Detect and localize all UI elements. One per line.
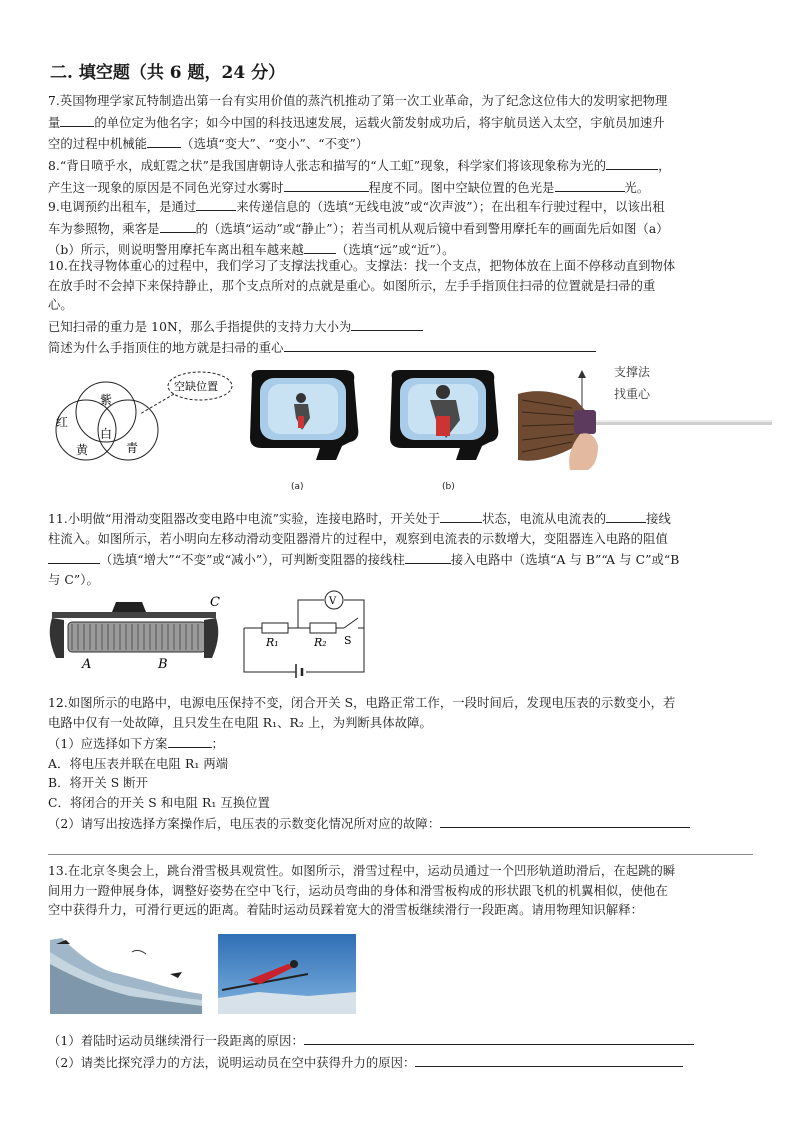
q7-text: （选填“变大”、“变小”、“不变”）	[181, 137, 369, 151]
q10-text: 简述为什么手指顶住的地方就是扫帚的重心	[48, 341, 284, 355]
ski-jumper-photo	[218, 934, 356, 1014]
answer-blank[interactable]	[284, 177, 369, 192]
color-venn-figure	[48, 362, 238, 474]
q7-text: 空的过程中机械能	[48, 137, 148, 151]
q12-line-2: 电路中仅有一处故障，且只发生在电阻 R₁、R₂ 上，为判断具体故障。	[48, 715, 432, 730]
q11-text: 11.小明做“用滑动变阻器改变电路中电流”实验，连接电路时，开关处于	[48, 512, 441, 526]
answer-blank[interactable]	[147, 133, 181, 148]
q13-line-3: 空中获得升力，可滑行更远的距离。着陆时运动员踩着宽大的滑雪板继续滑行一段距离。请用物理知识解释：	[48, 903, 644, 917]
venn-label: 红	[56, 415, 69, 429]
q9-line-1	[48, 196, 750, 218]
q10-line-3: 心。	[48, 298, 73, 312]
venn-label: 白	[100, 427, 113, 441]
q10-line-2: 在放手时不会掉下来保持静止，那个支点所对的点就是重心。如图所示，左手手指顶住扫帚的位置就是扫帚的重	[48, 278, 656, 293]
q8-text: 光。	[624, 180, 650, 195]
q9-line-2	[48, 218, 750, 240]
q9-text: 的（选填“运动”或“静止”）；若当司机从观后镜中看到警用摩托车的画面先后如图（a）	[195, 221, 669, 236]
venn-label: 青	[126, 441, 139, 455]
q13-line-2: 间用力一蹬伸展身体，调整好姿势在空中飞行，运动员弯曲的身体和滑雪板构成的形状跟飞机的机翼相似，使他在	[48, 883, 668, 898]
answer-blank[interactable]	[405, 549, 451, 564]
terminal-label: A	[82, 657, 92, 672]
q11-line-2: 柱流入。如图所示，若小明向左移动滑动变阻器滑片的过程中，观察到电流表的示数增大，变阻器连入电路的阻值	[48, 531, 668, 546]
q8-line-2	[48, 177, 750, 199]
resistor-label: R₂	[314, 636, 327, 649]
q8-text: 产生这一现象的原因是不同色光穿过水雾时	[48, 180, 284, 195]
q7-text: 的单位定为他名字；如今中国的科技迅速发展，运载火箭发射成功后，将宇航员送入太空，宇航员加速升	[94, 115, 665, 130]
answer-blank[interactable]	[606, 508, 646, 523]
q11-text: （选填“增大”“不变”或“减小”），可判断变阻器的接线柱	[100, 553, 405, 567]
q9-text: 9.电调预约出租车，是通过	[48, 200, 197, 214]
q7-line-2	[48, 112, 750, 134]
answer-blank[interactable]	[440, 813, 690, 828]
q12-line-3	[48, 733, 750, 755]
question-8	[48, 155, 750, 198]
q11-text: 状态，电流从电流表的	[482, 512, 607, 526]
mirror-b-caption: (b)	[442, 482, 455, 492]
mirror-a-figure	[246, 368, 366, 460]
answer-blank[interactable]	[160, 218, 196, 233]
section-title: 二. 填空题（共 6 题，24 分）	[50, 63, 286, 83]
question-11	[48, 508, 750, 590]
ski-jump-track-figure	[50, 934, 202, 1014]
q13-answer-1	[48, 1030, 750, 1052]
q12-text: （1）应选择如下方案	[48, 737, 168, 751]
rheostat-figure	[46, 592, 226, 674]
answer-line[interactable]	[48, 854, 753, 855]
q13-line-1: 13.在北京冬奥会上，跳台滑雪极具观赏性。如图所示，滑雪过程中，运动员通过一个凹形轨道助滑后，在起跳的瞬	[48, 864, 676, 878]
mirror-b-figure	[386, 368, 506, 460]
question-12	[48, 694, 750, 835]
q9-text: 来传递信息的（选填“无线电波”或“次声波”）；在出租车行驶过程中，以该出租	[236, 200, 665, 214]
answer-blank[interactable]	[168, 733, 212, 748]
terminal-label: B	[158, 657, 168, 672]
q8-text: 8.“背日喷乎水，成虹霓之状”是我国唐朝诗人张志和描写的“人工虹”现象，科学家们将该现象称为光的	[48, 159, 607, 173]
broom-label: 支撑法	[614, 365, 651, 379]
q11-text: 接入电路中（选填“A 与 B”“A 与 C”或“B	[450, 553, 680, 567]
answer-blank[interactable]	[60, 112, 94, 127]
q13-text: （1）着陆时运动员继续滑行一段距离的原因：	[48, 1034, 304, 1048]
q8-text: ，	[658, 159, 671, 173]
q13-answer-2	[48, 1052, 750, 1074]
q9-text: （b）所示，则说明警用摩托车离出租车越来越	[48, 243, 304, 257]
venn-label: 紫	[100, 393, 113, 407]
answer-blank[interactable]	[555, 177, 625, 192]
q7-line-3	[48, 133, 750, 155]
answer-blank[interactable]	[196, 196, 236, 211]
q11-text: 接线	[646, 512, 671, 526]
q10-text: 已知扫帚的重力是 10N，那么手指提供的支持力大小为	[48, 319, 352, 334]
q11-line-3	[48, 549, 750, 571]
switch-label: S	[344, 634, 352, 647]
circuit-figure	[240, 588, 370, 678]
q12-text: （2）请写出按选择方案操作后，电压表的示数变化情况所对应的故障：	[48, 817, 441, 831]
broom-figure	[514, 360, 776, 472]
answer-blank[interactable]	[351, 316, 423, 331]
q9-text: 车为参照物，乘客是	[48, 221, 160, 236]
q11-line-1	[48, 508, 750, 530]
answer-blank[interactable]	[304, 1030, 694, 1045]
q7-line-1: 7.英国物理学家瓦特制造出第一台有实用价值的蒸汽机推动了第一次工业革命，为了纪念这位伟大的发明家把物理	[48, 94, 668, 108]
answer-blank[interactable]	[48, 549, 100, 564]
callout-label: 空缺位置	[174, 380, 218, 393]
terminal-label: C	[210, 595, 220, 610]
answer-blank[interactable]	[284, 337, 596, 352]
q12-text: ；	[211, 737, 224, 751]
q12-option-a: A．将电压表并联在电阻 R₁ 两端	[48, 756, 229, 771]
q11-line-4: 与 C”）。	[48, 572, 99, 587]
q12-option-b: B．将开关 S 断开	[48, 776, 149, 790]
q12-line-1: 12.如图所示的电路中，电源电压保持不变，闭合开关 S，电路正常工作，一段时间后，发现电压表的示数变小，若	[48, 696, 676, 710]
mirror-a-caption: (a)	[291, 482, 304, 492]
q13-text: （2）请类比探究浮力的方法，说明运动员在空中获得升力的原因：	[48, 1055, 416, 1070]
q10-line-5	[48, 337, 750, 359]
answer-blank[interactable]	[606, 155, 658, 170]
question-13-answers	[48, 1030, 750, 1073]
answer-blank[interactable]	[304, 239, 336, 254]
broom-label: 找重心	[614, 387, 651, 401]
answer-blank[interactable]	[440, 508, 482, 523]
resistor-label: R₁	[266, 636, 279, 649]
answer-blank[interactable]	[415, 1052, 683, 1067]
q7-text: 量	[48, 115, 61, 130]
q8-text: 程度不同。图中空缺位置的色光是	[368, 180, 555, 195]
q12-option-c: C．将闭合的开关 S 和电阻 R₁ 互换位置	[48, 795, 271, 810]
question-7	[48, 92, 750, 155]
q12-line-7	[48, 813, 750, 835]
q10-line-4	[48, 316, 750, 338]
voltmeter-icon: V	[329, 596, 337, 607]
question-13	[48, 862, 750, 921]
q9-text: （选填“远”或“近”）。	[335, 243, 455, 257]
question-10	[48, 257, 750, 359]
venn-label: 黄	[76, 443, 89, 457]
q8-line-1	[48, 155, 750, 177]
q10-line-1: 10.在找寻物体重心的过程中，我们学习了支撑法找重心。支撑法：找一个支点，把物体放在上面不停移动直到物体	[48, 259, 676, 273]
question-9	[48, 196, 750, 261]
